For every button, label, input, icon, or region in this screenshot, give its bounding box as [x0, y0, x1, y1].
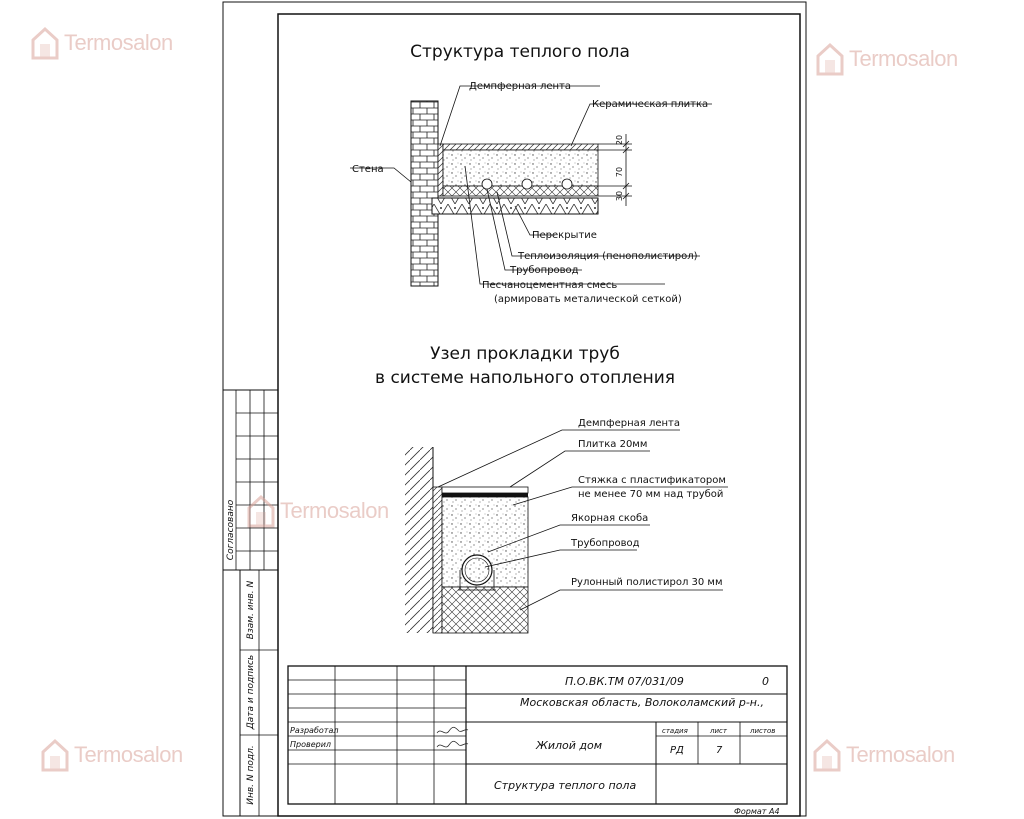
brick-wall: [411, 101, 438, 286]
house-icon: [812, 738, 842, 772]
watermark-logo: [812, 738, 955, 772]
tb-sign-check: [437, 741, 468, 747]
label-insulation: Теплоизоляция (пенополистирол): [518, 251, 698, 262]
label-insulation-2: Рулонный полистирол 30 мм: [571, 577, 723, 588]
tb-sheets-header: листов: [750, 727, 776, 735]
pipe-laying-drawing: [375, 344, 728, 633]
label-damper-2: Демпферная лента: [578, 418, 680, 429]
stamp-agreed: Согласовано: [226, 499, 236, 561]
watermark-logo: [40, 738, 183, 772]
tb-role-dev: Разработал: [290, 726, 339, 735]
damper-strip: [438, 144, 443, 196]
tb-sign-dev: [437, 727, 468, 733]
tile-layer-2: [442, 487, 528, 493]
tb-object: Жилой дом: [536, 739, 603, 752]
label-tile-2: Плитка 20мм: [578, 439, 648, 450]
label-anchor: Якорная скоба: [571, 513, 649, 524]
watermark-logo: [30, 26, 173, 60]
pipe-section: [522, 179, 532, 189]
drawing2-title-line2: в системе напольного отопления: [375, 368, 675, 388]
watermark-logo: [246, 494, 389, 528]
watermark-logo: [815, 42, 958, 76]
label-slab: Перекрытие: [532, 230, 597, 241]
watermark-text: Termosalon: [64, 30, 173, 55]
label-screed-note: (армировать металической сеткой): [494, 294, 682, 305]
stamp-inv-replace: Взам. инв. N: [246, 580, 256, 640]
house-icon: [815, 42, 845, 76]
ceramic-tile-layer: [443, 144, 598, 150]
screed-layer: [443, 150, 598, 186]
tb-code: П.О.ВК.ТМ 07/031/09: [565, 675, 684, 688]
house-icon: [30, 26, 60, 60]
label-tile: Керамическая плитка: [592, 99, 709, 110]
watermark-text: Termosalon: [280, 498, 389, 523]
label-screed-2: Стяжка с пластификатором: [578, 475, 726, 486]
drawing2-title-line1: Узел прокладки труб: [430, 344, 620, 364]
damper-strip-2: [433, 487, 442, 633]
label-pipe: Трубопровод: [510, 265, 579, 276]
watermark-text: Termosalon: [846, 742, 955, 767]
floor-structure-drawing: [350, 42, 712, 305]
watermark-text: Termosalon: [849, 46, 958, 71]
stamp-inv-orig: Инв. N подл.: [246, 745, 256, 805]
label-wall: Стена: [352, 164, 384, 175]
tb-format: Формат А4: [734, 807, 780, 816]
wall-section: [405, 447, 433, 633]
house-icon: [246, 494, 276, 528]
tb-stage: РД: [670, 745, 684, 756]
tb-drawing-title: Структура теплого пола: [494, 779, 637, 792]
tb-sheet: 7: [716, 745, 723, 756]
tb-role-check: Проверил: [290, 740, 332, 749]
dim-insulation: 30: [615, 190, 624, 202]
watermark-text: Termosalon: [74, 742, 183, 767]
tb-stage-header: стадия: [662, 727, 688, 735]
tile-adhesive: [442, 493, 528, 497]
label-pipe-2: Трубопровод: [571, 538, 640, 549]
insulation-layer-2: [442, 587, 528, 633]
pipe-section: [482, 179, 492, 189]
dim-tile: 20: [615, 134, 624, 146]
tb-location: Московская область, Волоколамский р-н.,: [520, 696, 764, 709]
dim-screed: 70: [615, 166, 624, 178]
insulation-layer: [443, 186, 598, 196]
tb-sheet-header: лист: [710, 727, 727, 735]
stamp-date-sign: Дата и подпись: [246, 654, 256, 730]
label-damper: Демпферная лента: [469, 81, 571, 92]
house-icon: [40, 738, 70, 772]
label-screed: Песчаноцементная смесь: [482, 280, 618, 291]
drawing1-title: Структура теплого пола: [410, 42, 630, 62]
pipe-section: [562, 179, 572, 189]
label-screed-note-2: не менее 70 мм над трубой: [578, 489, 724, 500]
tb-rev: 0: [762, 675, 769, 688]
